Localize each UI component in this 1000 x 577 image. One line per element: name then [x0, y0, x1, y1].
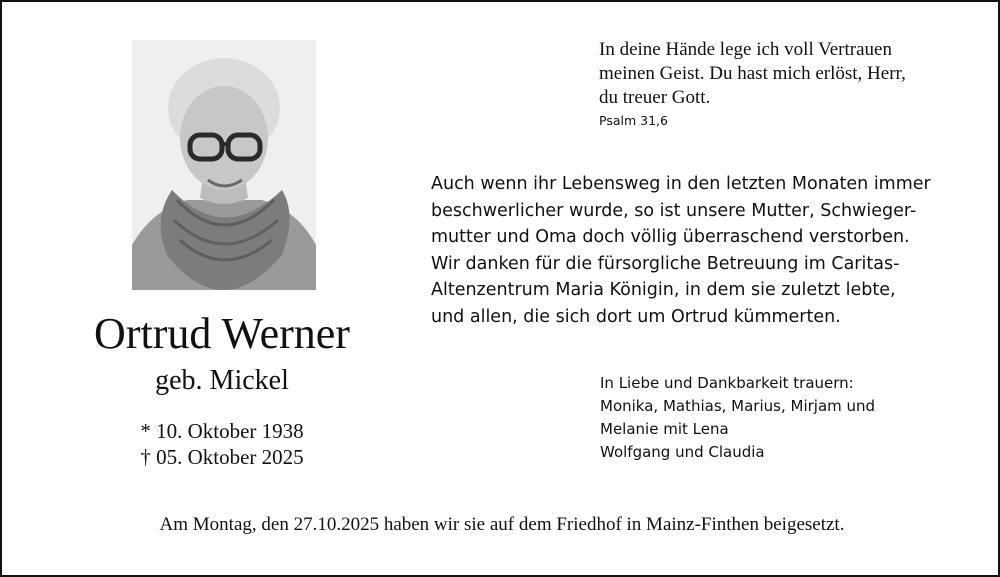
- mourners-heading: In Liebe und Dankbarkeit trauern:: [600, 374, 854, 392]
- burial-notice: Am Montag, den 27.10.2025 haben wir sie auf dem Friedhof in Mainz-Finthen beigesetzt.: [159, 514, 845, 535]
- message-line: Wir danken für die fürsorgliche Betreuung im Caritas-: [431, 253, 900, 274]
- family-message: [431, 171, 971, 330]
- birth-date: * 10. Oktober 1938: [140, 419, 304, 443]
- mourners-line: Wolfgang und Claudia: [600, 443, 765, 461]
- mourners-line: Monika, Mathias, Marius, Mirjam und: [600, 397, 876, 415]
- quote-reference: Psalm 31,6: [599, 113, 668, 128]
- mourners-line: Melanie mit Lena: [600, 420, 729, 438]
- message-line: und allen, die sich dort um Ortrud kümmerten.: [431, 306, 841, 327]
- deceased-name: Ortrud Werner: [94, 309, 350, 358]
- portrait-photo: [132, 40, 316, 290]
- message-line: mutter und Oma doch völlig überraschend verstorben.: [431, 227, 910, 247]
- quote-line: meinen Geist. Du hast mich erlöst, Herr,: [599, 63, 906, 84]
- life-dates: [112, 418, 332, 470]
- maiden-name: geb. Mickel: [155, 365, 289, 396]
- message-line: beschwerlicher wurde, so ist unsere Mutter, Schwieger-: [431, 200, 917, 221]
- message-line: Altenzentrum Maria Königin, in dem sie zuletzt lebte,: [431, 280, 896, 300]
- death-date: † 05. Oktober 2025: [140, 445, 304, 469]
- scripture-quote: [599, 38, 939, 129]
- message-line: Auch wenn ihr Lebensweg in den letzten Monaten immer: [431, 174, 931, 194]
- mourners-list: [600, 372, 940, 464]
- quote-line: du treuer Gott.: [599, 87, 711, 108]
- quote-line: In deine Hände lege ich voll Vertrauen: [599, 39, 892, 60]
